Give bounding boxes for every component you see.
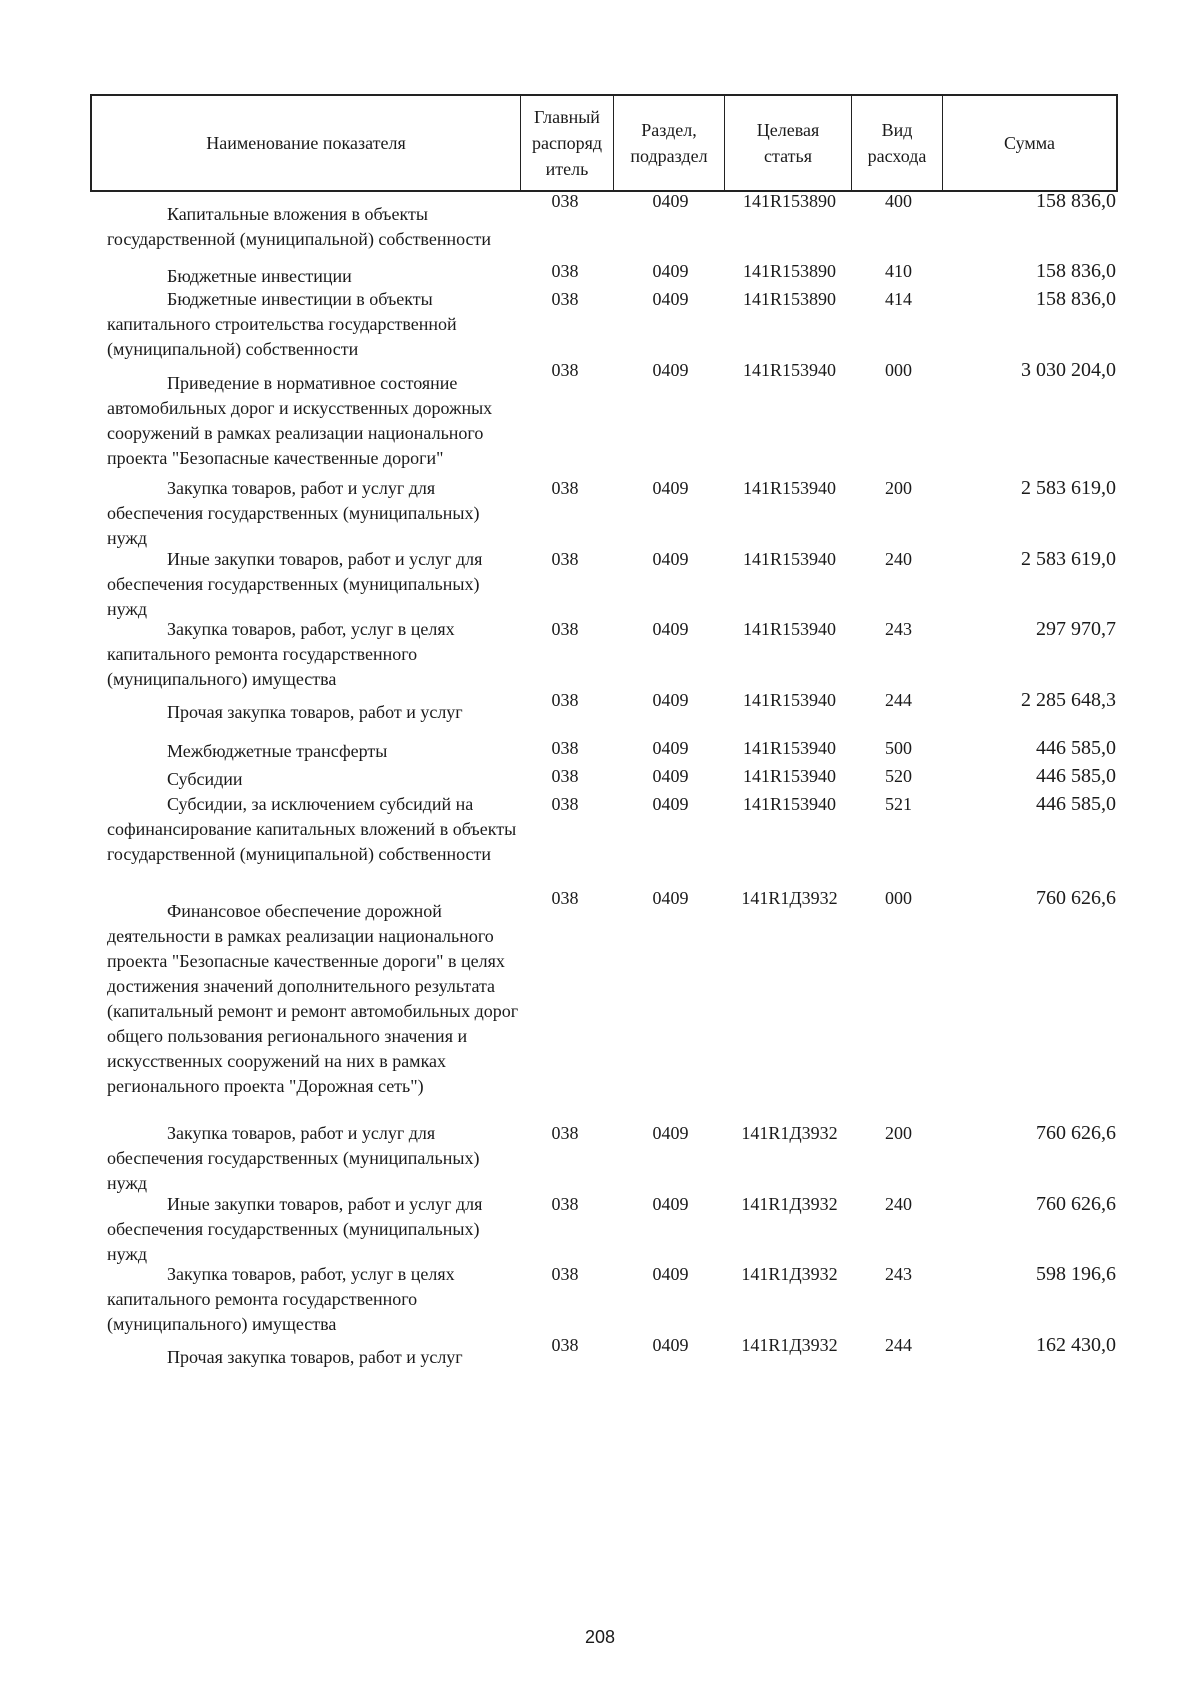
header-summa: Сумма xyxy=(1004,133,1055,153)
row-name: Закупка товаров, работ и услуг для обеспечения государственных (муниципальных) нужд xyxy=(107,478,480,548)
row-cel: 141R153940 xyxy=(742,360,836,380)
header-razdel: Раздел, подраздел xyxy=(614,96,725,190)
row-sum: 446 585,0 xyxy=(1036,793,1116,815)
row-razdel: 0409 xyxy=(652,289,689,309)
row-vid: 244 xyxy=(885,1335,912,1355)
row-razdel: 0409 xyxy=(652,1194,689,1214)
row-razdel: 0409 xyxy=(652,360,689,380)
row-name: Бюджетные инвестиции xyxy=(167,266,352,286)
row-grbs: 038 xyxy=(551,690,579,710)
row-vid: 000 xyxy=(885,888,912,908)
row-vid: 521 xyxy=(885,794,912,814)
row-sum: 598 196,6 xyxy=(1036,1263,1116,1285)
row-vid: 400 xyxy=(885,191,912,211)
row-razdel: 0409 xyxy=(652,738,689,758)
row-name: Прочая закупка товаров, работ и услуг xyxy=(167,702,463,722)
row-sum: 162 430,0 xyxy=(1036,1334,1116,1356)
row-name: Закупка товаров, работ, услуг в целях капитального ремонта государственного (муниципального) имущества xyxy=(107,1264,455,1334)
row-razdel: 0409 xyxy=(652,1335,689,1355)
row-sum: 446 585,0 xyxy=(1036,765,1116,787)
row-vid: 243 xyxy=(885,1264,912,1284)
row-razdel: 0409 xyxy=(652,1264,689,1284)
row-razdel: 0409 xyxy=(652,766,689,786)
row-grbs: 038 xyxy=(551,1335,579,1355)
row-razdel: 0409 xyxy=(652,1123,689,1143)
row-name: Закупка товаров, работ и услуг для обеспечения государственных (муниципальных) нужд xyxy=(107,1123,480,1193)
row-name: Закупка товаров, работ, услуг в целях капитального ремонта государственного (муниципального) имущества xyxy=(107,619,455,689)
row-razdel: 0409 xyxy=(652,794,689,814)
row-vid: 243 xyxy=(885,619,912,639)
row-sum: 158 836,0 xyxy=(1036,288,1116,310)
row-grbs: 038 xyxy=(551,766,579,786)
row-name: Субсидии xyxy=(167,769,243,789)
header-celevaya: Целевая статья xyxy=(725,96,852,190)
row-cel: 141R153940 xyxy=(742,478,836,498)
page-number: 208 xyxy=(584,1627,616,1647)
row-razdel: 0409 xyxy=(652,619,689,639)
row-name: Приведение в нормативное состояние автомобильных дорог и искусственных дорожных сооружений в рамках реализации национального проекта "Безопасные качественные дороги" xyxy=(107,373,493,468)
row-cel: 141R1Д3932 xyxy=(741,1123,838,1143)
row-grbs: 038 xyxy=(551,549,579,569)
row-grbs: 038 xyxy=(551,1264,579,1284)
row-vid: 410 xyxy=(885,261,912,281)
row-vid: 200 xyxy=(885,478,912,498)
row-vid: 200 xyxy=(885,1123,912,1143)
row-name: Субсидии, за исключением субсидий на софинансирование капитальных вложений в объекты государственной (муниципальной) собственности xyxy=(107,794,517,864)
row-cel: 141R153890 xyxy=(742,261,836,281)
row-name: Межбюджетные трансферты xyxy=(167,741,388,761)
row-razdel: 0409 xyxy=(652,549,689,569)
row-sum: 760 626,6 xyxy=(1036,887,1116,909)
row-razdel: 0409 xyxy=(652,191,689,211)
row-vid: 000 xyxy=(885,360,912,380)
row-grbs: 038 xyxy=(551,619,579,639)
row-name: Финансовое обеспечение дорожной деятельности в рамках реализации национального проекта "Безопасные качественные дороги" в целях достижения значений дополнительного результата (капитальный ремонт и ремонт автомобильных дорог общего пользования регионального значения и искусственных сооружений на них в рамках регионального проекта "Дорожная сеть") xyxy=(107,901,519,1096)
row-grbs: 038 xyxy=(551,261,579,281)
row-sum: 2 583 619,0 xyxy=(1021,477,1116,499)
row-grbs: 038 xyxy=(551,478,579,498)
row-cel: 141R153940 xyxy=(742,794,836,814)
row-razdel: 0409 xyxy=(652,478,689,498)
row-name: Иные закупки товаров, работ и услуг для обеспечения государственных (муниципальных) нужд xyxy=(107,1194,483,1264)
row-sum: 2 285 648,3 xyxy=(1021,689,1116,711)
row-cel: 141R153940 xyxy=(742,766,836,786)
row-cel: 141R153940 xyxy=(742,738,836,758)
row-vid: 414 xyxy=(885,289,912,309)
row-sum: 2 583 619,0 xyxy=(1021,548,1116,570)
header-name: Наименование показателя xyxy=(92,96,521,190)
row-name: Капитальные вложения в объекты государственной (муниципальной) собственности xyxy=(107,204,492,249)
row-vid: 244 xyxy=(885,690,912,710)
row-cel: 141R153890 xyxy=(742,191,836,211)
row-cel: 141R1Д3932 xyxy=(741,1264,838,1284)
header-vid: Вид расхода xyxy=(852,96,943,190)
row-grbs: 038 xyxy=(551,888,579,908)
row-cel: 141R1Д3932 xyxy=(741,1335,838,1355)
row-sum: 760 626,6 xyxy=(1036,1193,1116,1215)
row-cel: 141R153940 xyxy=(742,549,836,569)
row-cel: 141R153940 xyxy=(742,690,836,710)
row-cel: 141R1Д3932 xyxy=(741,1194,838,1214)
header-grbs: Главный распоряд итель xyxy=(521,96,614,190)
row-sum: 3 030 204,0 xyxy=(1021,359,1116,381)
row-grbs: 038 xyxy=(551,794,579,814)
row-name: Прочая закупка товаров, работ и услуг xyxy=(167,1347,463,1367)
row-cel: 141R153940 xyxy=(742,619,836,639)
row-grbs: 038 xyxy=(551,1123,579,1143)
row-cel: 141R153890 xyxy=(742,289,836,309)
row-vid: 240 xyxy=(885,549,912,569)
row-sum: 760 626,6 xyxy=(1036,1122,1116,1144)
row-razdel: 0409 xyxy=(652,888,689,908)
row-razdel: 0409 xyxy=(652,690,689,710)
row-grbs: 038 xyxy=(551,360,579,380)
row-name: Бюджетные инвестиции в объекты капитального строительства государственной (муниципальной) собственности xyxy=(107,289,457,359)
row-sum: 158 836,0 xyxy=(1036,190,1116,212)
row-vid: 500 xyxy=(885,738,912,758)
row-name: Иные закупки товаров, работ и услуг для обеспечения государственных (муниципальных) нужд xyxy=(107,549,483,619)
row-grbs: 038 xyxy=(551,191,579,211)
row-grbs: 038 xyxy=(551,1194,579,1214)
row-cel: 141R1Д3932 xyxy=(741,888,838,908)
row-vid: 520 xyxy=(885,766,912,786)
row-sum: 446 585,0 xyxy=(1036,737,1116,759)
row-grbs: 038 xyxy=(551,738,579,758)
row-razdel: 0409 xyxy=(652,261,689,281)
row-sum: 297 970,7 xyxy=(1036,618,1116,640)
row-vid: 240 xyxy=(885,1194,912,1214)
row-grbs: 038 xyxy=(551,289,579,309)
row-sum: 158 836,0 xyxy=(1036,260,1116,282)
